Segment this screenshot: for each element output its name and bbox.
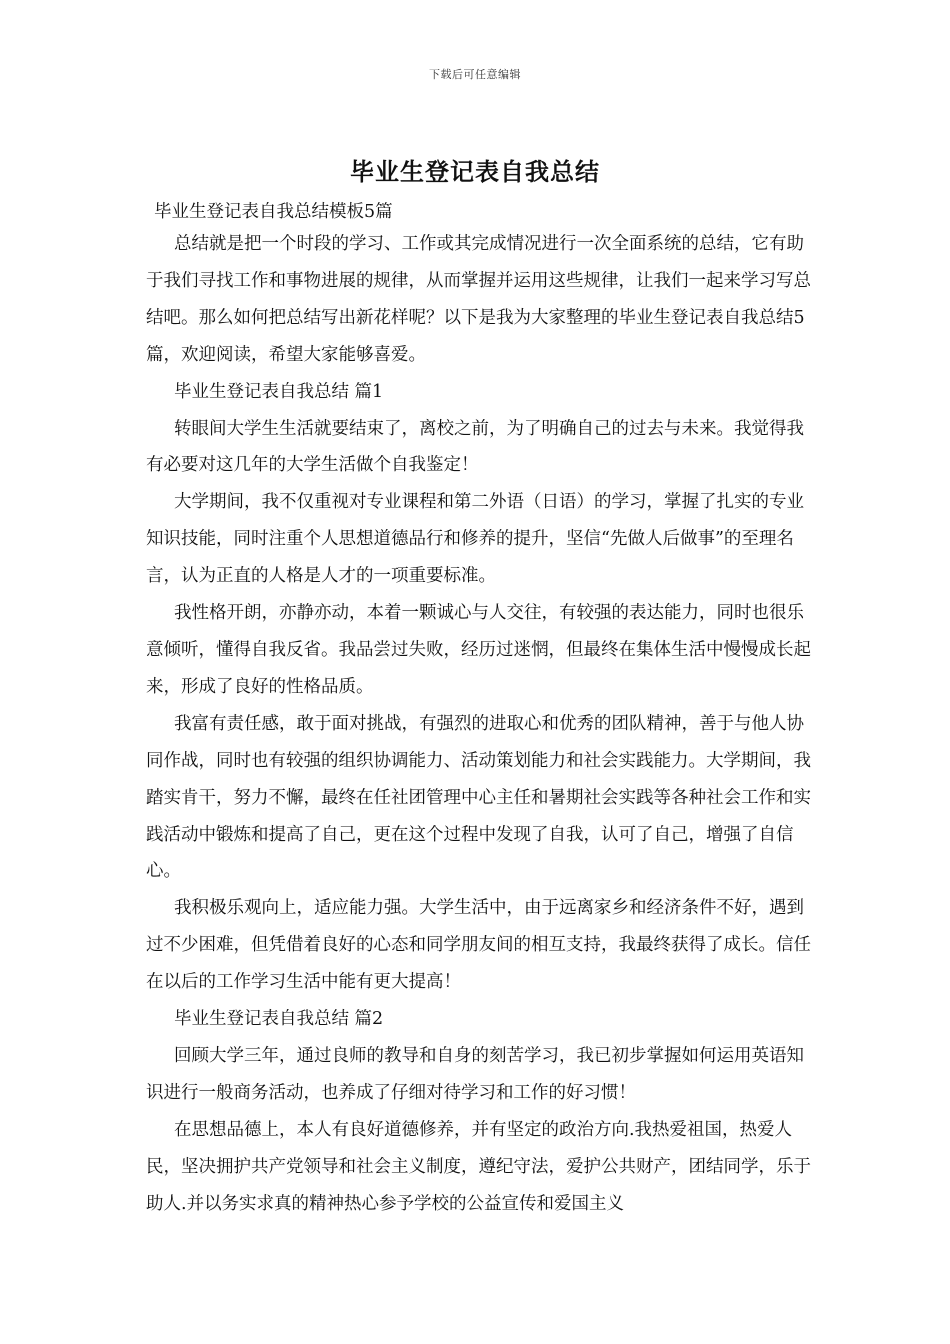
intro-paragraph: 总结就是把一个时段的学习、工作或其完成情况进行一次全面系统的总结，它有助于我们寻找工作和事物进展的规律，从而掌握并运用这些规律，让我们一起来学习写总结吧。那么如何把总结写出新花样呢？以下是我为大家整理的毕业生登记表自我总结5篇，欢迎阅读，希望大家能够喜爱。	[146, 234, 811, 365]
section1-paragraph-1: 转眼间大学生生活就要结束了，离校之前，为了明确自己的过去与未来。我觉得我有必要对这几年的大学生活做个自我鉴定！	[146, 418, 804, 476]
section1-paragraph-4: 我富有责任感，敢于面对挑战，有强烈的进取心和优秀的团队精神，善于与他人协同作战，同时也有较强的组织协调能力、活动策划能力和社会实践能力。大学期间，我踏实肯干，努力不懈，最终在任社团管理中心主任和暑期社会实践等各种社会工作和实践活动中锻炼和提高了自己，更在这个过程中发现了自我，认可了自己，增强了自信心。	[146, 713, 811, 882]
section1-paragraph-5: 我积极乐观向上，适应能力强。大学生活中，由于远离家乡和经济条件不好，遇到过不少困难，但凭借着良好的心态和同学朋友间的相互支持，我最终获得了成长。信任在以后的工作学习生活中能有更大提高！	[146, 898, 811, 993]
page-header-note: 下载后可任意编辑	[429, 68, 521, 81]
section2-paragraph-1: 回顾大学三年，通过良师的教导和自身的刻苦学习，我已初步掌握如何运用英语知识进行一般商务活动，也养成了仔细对待学习和工作的好习惯！	[146, 1045, 804, 1103]
document-title: 毕业生登记表自我总结	[350, 157, 600, 186]
document-body	[146, 198, 814, 1222]
section-heading-2: 毕业生登记表自我总结 篇2	[174, 1009, 384, 1030]
section2-paragraph-2: 在思想品德上，本人有良好道德修养，并有坚定的政治方向.我热爱祖国，热爱人民，坚决拥护共产党领导和社会主义制度，遵纪守法，爱护公共财产，团结同学，乐于助人.并以务实求真的精神热心参予学校的公益宣传和爱国主义	[146, 1119, 811, 1214]
section1-paragraph-2: 大学期间，我不仅重视对专业课程和第二外语（日语）的学习，掌握了扎实的专业知识技能，同时注重个人思想道德品行和修养的提升，坚信“先做人后做事”的至理名言，认为正直的人格是人才的一项重要标准。	[146, 492, 804, 587]
section-heading-1: 毕业生登记表自我总结 篇1	[174, 381, 384, 402]
document-subtitle: 毕业生登记表自我总结模板5篇	[154, 202, 393, 222]
section1-paragraph-3: 我性格开朗，亦静亦动，本着一颗诚心与人交往，有较强的表达能力，同时也很乐意倾听，懂得自我反省。我品尝过失败，经历过迷惘，但最终在集体生活中慢慢成长起来，形成了良好的性格品质。	[146, 603, 811, 697]
